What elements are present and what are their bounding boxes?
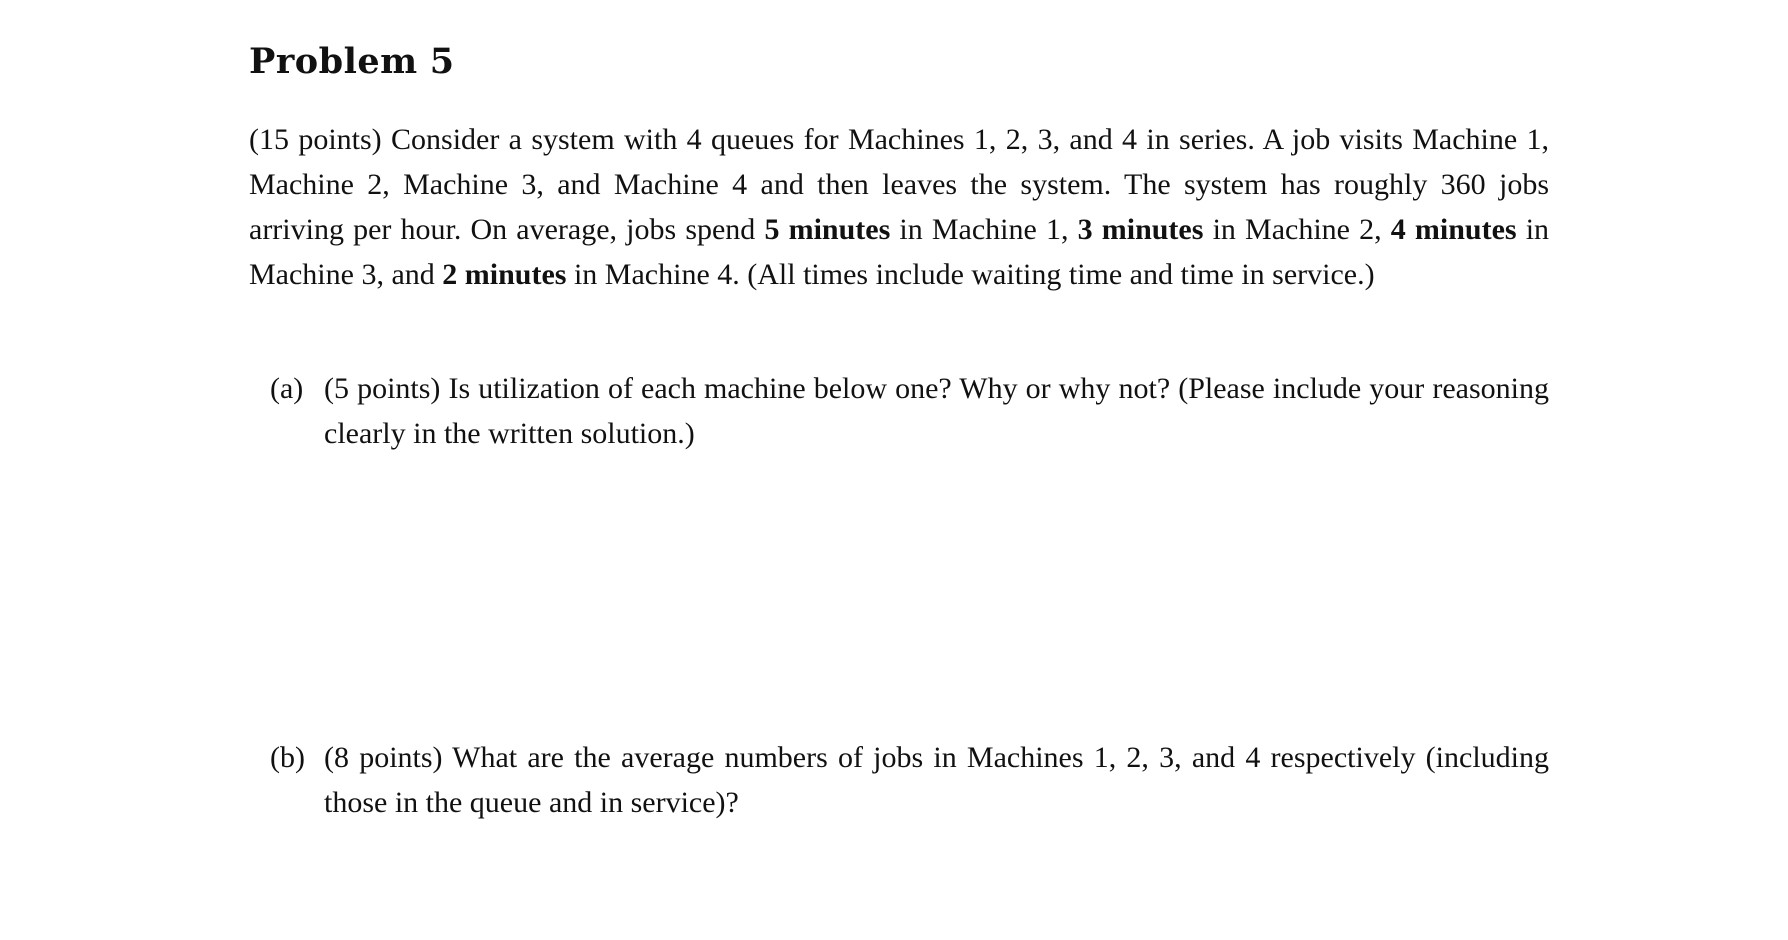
part-b-label: (b) — [270, 741, 305, 774]
time-machine-3: 4 minutes — [1390, 213, 1517, 246]
time-machine-2: 3 minutes — [1077, 213, 1204, 246]
statement-text-2: in Machine 1, — [899, 213, 1069, 246]
statement-text-4: in Machine 3, and — [249, 213, 1550, 291]
problem-title — [249, 38, 455, 86]
statement-text-3: in Machine 2, — [1212, 213, 1382, 246]
time-machine-4: 2 minutes — [442, 258, 567, 291]
problem-number: 5 — [429, 41, 455, 82]
problem-title-word: Problem — [249, 41, 418, 82]
part-a-label: (a) — [270, 372, 304, 405]
statement-text-1: Consider a system with 4 queues for Machines 1, 2, 3, and 4 in series. A job visits Machine 1, Machine 2, Machine 3, and Machine 4 and then leaves the system. The system has roughly 360 jobs arriving per hour. On average, jobs spend — [249, 123, 1550, 246]
statement-text-5: in Machine 4. (All times include waiting time and time in service.) — [573, 258, 1375, 291]
part-b-question: (8 points) What are the average numbers of jobs in Machines 1, 2, 3, and 4 respectively (including those in the queue and in service)? — [324, 741, 1549, 819]
time-machine-1: 5 minutes — [764, 213, 891, 246]
part-a-question: (5 points) Is utilization of each machine below one? Why or why not? (Please include your reasoning clearly in the written solution.) — [324, 372, 1549, 450]
problem-statement — [249, 117, 1549, 297]
problem-points: (15 points) — [249, 123, 382, 156]
